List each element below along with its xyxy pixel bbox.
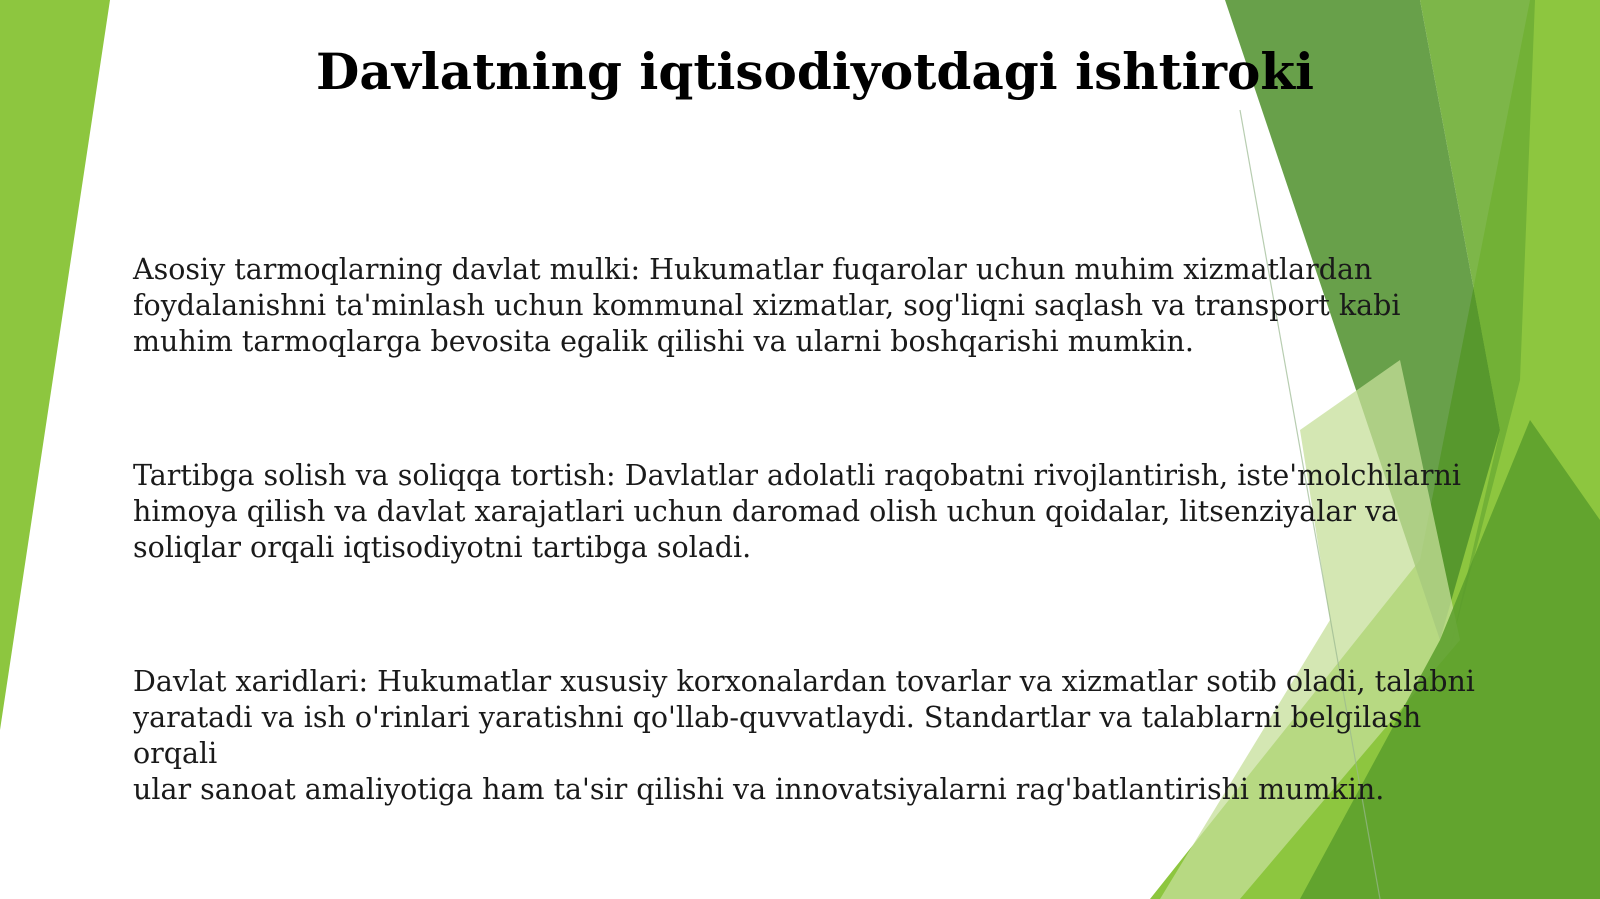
paragraph-state-ownership: Asosiy tarmoqlarning davlat mulki: Hukumatlar fuqarolar uchun muhim xizmatlardan foydalanishni ta'minlash uchun kommunal xizmatlar, sog'liqni saqlash va transport kabi muhim tarmoqlarga bevosita egalik qilishi va ularni boshqarishi mumkin. [133, 253, 1401, 358]
left-green-wedge [0, 0, 110, 730]
slide-title: Davlatning iqtisodiyotdagi ishtiroki [316, 42, 1314, 101]
slide-body [133, 252, 1513, 808]
paragraph-public-procurement: Davlat xaridlari: Hukumatlar xususiy korxonalardan tovarlar va xizmatlar sotib oladi, talabni yaratadi va ish o'rinlari yaratishni qo'llab-quvvatlaydi. Standartlar va talablarni belgilash orqali ular sanoat amaliyotiga ham ta'sir qilishi va innovatsiyalarni rag'batlantirishi mumkin. [133, 665, 1475, 806]
paragraph-regulation-taxation: Tartibga solish va soliqqa tortish: Davlatlar adolatli raqobatni rivojlantirish, iste'molchilarni himoya qilish va davlat xarajatlari uchun daromad olish uchun qoidalar, litsenziyalar va soliqlar orqali iqtisodiyotni tartibga soladi. [133, 459, 1462, 564]
